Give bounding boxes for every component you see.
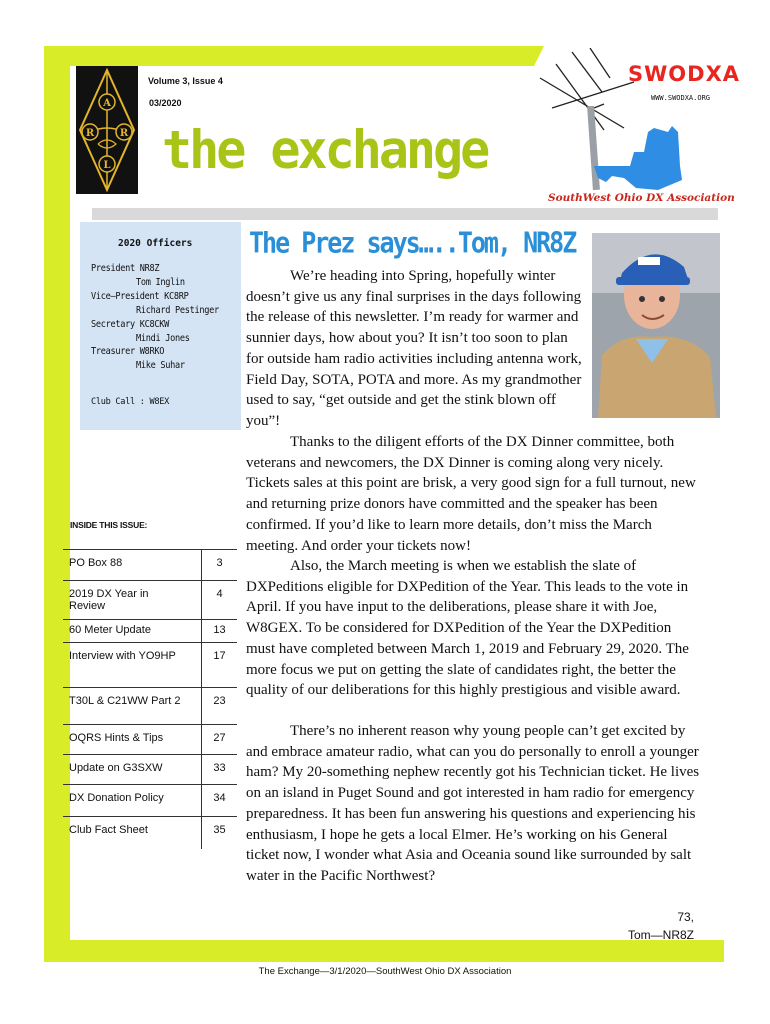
toc-title: Interview with YO9HP xyxy=(69,650,176,662)
toc-row[interactable] xyxy=(63,724,237,754)
officer-line: Richard Pestinger xyxy=(136,305,219,317)
newsletter-title: the exchange xyxy=(162,119,488,181)
toc-title: Update on G3SXW xyxy=(69,762,163,774)
arrl-letter-r1: R xyxy=(85,128,95,139)
toc-page: 33 xyxy=(201,755,237,784)
header-divider xyxy=(92,208,718,220)
swodxa-url[interactable]: WWW.SWODXA.ORG xyxy=(651,94,711,102)
toc-title: PO Box 88 xyxy=(69,557,123,569)
officer-line: Treasurer W8RKO xyxy=(91,346,165,358)
officer-line: Mindi Jones xyxy=(136,333,190,345)
toc-page: 4 xyxy=(201,581,237,619)
arrl-letter-r2: R xyxy=(119,128,129,139)
toc-row[interactable] xyxy=(63,619,237,642)
article-paragraph: Also, the March meeting is when we establish the slate of DXPeditions eligible for DXPedition of the Year. This leads to the vote in April. If you have input to the deliberations, please share it with Joe, W8GEX. To be considered for DXPedition of the Year the DXPedition must have completed between March 1, 2019 and February 29, 2020. The more focus we put on getting the slate of candidates right, the better the quality of our deliberations for this highly prestigious and visible award. xyxy=(246,558,689,699)
toc-page: 13 xyxy=(201,620,237,642)
inside-issue-heading: INSIDE THIS ISSUE: xyxy=(70,520,148,530)
toc-title: DX Donation Policy xyxy=(69,792,164,804)
toc-row[interactable] xyxy=(63,784,237,816)
bottom-accent-bar xyxy=(44,940,724,962)
table-of-contents xyxy=(63,549,237,849)
officers-heading: 2020 Officers xyxy=(118,238,193,249)
officer-line: Tom Inglin xyxy=(136,277,185,289)
toc-page: 34 xyxy=(201,785,237,816)
swodxa-tagline: SouthWest Ohio DX Association xyxy=(548,192,735,204)
officer-line: Vice—President KC8RP xyxy=(91,291,189,303)
toc-row[interactable] xyxy=(63,642,237,687)
officer-line: President NR8Z xyxy=(91,263,160,275)
article-paragraph: Thanks to the diligent efforts of the DX Dinner committee, both veterans and newcomers, the DX Dinner is coming along very nicely. Tickets sales at this point are brisk, a very good sign for a full turnout, new and returning prize donors have committed and the speaker has been confirmed. If you’d like to learn more details, don’t miss the March meeting. And order your tickets now! xyxy=(246,434,696,554)
toc-page: 35 xyxy=(201,817,237,849)
officer-line: Secretary KC8CKW xyxy=(91,319,169,331)
arrl-letter-l: L xyxy=(103,160,111,171)
toc-page: 17 xyxy=(201,643,237,687)
toc-title: 60 Meter Update xyxy=(69,624,151,636)
toc-page: 27 xyxy=(201,725,237,754)
article-heading: The Prez says…..Tom, NR8Z xyxy=(249,226,576,260)
top-accent-bar xyxy=(44,46,534,66)
toc-row[interactable] xyxy=(63,580,237,619)
article-paragraph: We’re heading into Spring, hopefully winter doesn’t give us any final surprises in the days following the release of this newsletter. I’m ready for warmer and sunnier days, how about you? It isn’t too soon to plan for outside ham radio activities including antenna work, Field Day, SOTA, POTA and more. As my grandmother used to say, “get outside and get the stink blown off you”! xyxy=(246,268,582,429)
club-call: Club Call : W8EX xyxy=(91,397,169,407)
toc-row[interactable] xyxy=(63,754,237,784)
page-footer: The Exchange—3/1/2020—SouthWest Ohio DX Association xyxy=(258,966,512,977)
officer-line: Mike Suhar xyxy=(136,360,185,372)
toc-row[interactable] xyxy=(63,549,237,580)
issue-date: 03/2020 xyxy=(149,98,182,108)
arrl-logo xyxy=(76,66,138,194)
arrl-letter-a: A xyxy=(103,98,111,109)
toc-title: T30L & C21WW Part 2 xyxy=(69,695,181,707)
toc-row[interactable] xyxy=(63,816,237,849)
volume-issue: Volume 3, Issue 4 xyxy=(148,76,223,86)
toc-page: 23 xyxy=(201,688,237,724)
toc-row[interactable] xyxy=(63,687,237,724)
author-photo xyxy=(592,233,720,418)
toc-title: 2019 DX Year in Review xyxy=(69,588,149,612)
sign-off-name: Tom—NR8Z xyxy=(627,928,694,942)
toc-page: 3 xyxy=(201,550,237,580)
article-paragraph: There’s no inherent reason why young people can’t get excited by and embrace amateur radio, what can you do personally to enroll a younger ham? My 20-something nephew recently got his Technician ticket. He lives on an island in Puget Sound and got interested in ham radio for emergency preparedness. It has been fun answering his questions and experiencing his enthusiasm, I hope he gets a local Elmer. He’s working on his General ticket now, I wonder what Asia and Oceania sound like surrounded by salt water in the Pacific Northwest? xyxy=(246,723,700,884)
toc-title: OQRS Hints & Tips xyxy=(69,732,164,744)
toc-title: Club Fact Sheet xyxy=(69,824,148,836)
swodxa-name: SWODXA xyxy=(628,62,741,86)
sign-off: 73, xyxy=(677,910,694,924)
